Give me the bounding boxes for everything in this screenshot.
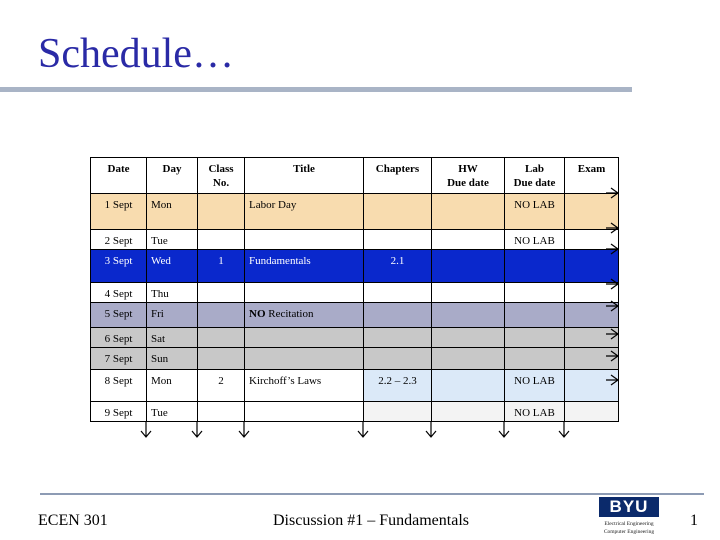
table-row bbox=[91, 348, 619, 370]
cell-hw bbox=[432, 328, 505, 348]
down-arrows bbox=[141, 422, 569, 437]
cell-class-no bbox=[198, 194, 245, 230]
cell-date: 8 Sept bbox=[91, 370, 147, 402]
cell-class-no bbox=[198, 348, 245, 370]
table-header-row bbox=[91, 158, 619, 194]
header-chapters-label: Chapters bbox=[375, 163, 420, 175]
cell-hw bbox=[432, 283, 505, 303]
cell-class-no: 2 bbox=[198, 370, 245, 402]
cell-title-text: Recitation bbox=[265, 308, 314, 320]
header-day bbox=[147, 158, 198, 194]
header-lab bbox=[505, 158, 565, 194]
cell-day: Tue bbox=[147, 402, 198, 422]
cell-hw bbox=[432, 370, 505, 402]
cell-chapters bbox=[364, 194, 432, 230]
cell-hw bbox=[432, 348, 505, 370]
table-row bbox=[91, 250, 619, 283]
cell-class-no: 1 bbox=[198, 250, 245, 283]
cell-day: Mon bbox=[147, 194, 198, 230]
cell-lab bbox=[505, 328, 565, 348]
cell-chapters: 2.2 – 2.3 bbox=[364, 370, 432, 402]
schedule-table bbox=[90, 157, 619, 422]
cell-exam bbox=[565, 370, 619, 402]
header-title bbox=[245, 158, 364, 194]
header-class-label-2: No. bbox=[212, 177, 230, 189]
table-row bbox=[91, 402, 619, 422]
header-title-label: Title bbox=[293, 163, 315, 175]
cell-date: 4 Sept bbox=[91, 283, 147, 303]
cell-hw bbox=[432, 194, 505, 230]
cell-class-no bbox=[198, 402, 245, 422]
down-arrow-icon bbox=[499, 422, 509, 437]
logo-line-1: Electrical Engineering bbox=[604, 521, 654, 527]
cell-lab: NO LAB bbox=[505, 402, 565, 422]
cell-title-text: Fundamentals bbox=[249, 255, 311, 267]
cell-class-no bbox=[198, 230, 245, 250]
cell-day: Fri bbox=[147, 303, 198, 328]
cell-title bbox=[245, 250, 364, 283]
cell-exam bbox=[565, 402, 619, 422]
table-row bbox=[91, 370, 619, 402]
cell-date: 5 Sept bbox=[91, 303, 147, 328]
cell-day: Sun bbox=[147, 348, 198, 370]
cell-day: Tue bbox=[147, 230, 198, 250]
cell-hw bbox=[432, 303, 505, 328]
cell-title bbox=[245, 303, 364, 328]
cell-title bbox=[245, 194, 364, 230]
logo-line-2: Computer Engineering bbox=[603, 529, 655, 535]
table-row bbox=[91, 328, 619, 348]
cell-date: 6 Sept bbox=[91, 328, 147, 348]
header-date-label: Date bbox=[107, 163, 130, 175]
header-chapters bbox=[364, 158, 432, 194]
slide-title: Schedule… bbox=[38, 31, 234, 77]
cell-exam bbox=[565, 230, 619, 250]
cell-date: 7 Sept bbox=[91, 348, 147, 370]
cell-date: 2 Sept bbox=[91, 230, 147, 250]
cell-title bbox=[245, 348, 364, 370]
header-lab-label-2: Due date bbox=[513, 177, 556, 189]
cell-day: Sat bbox=[147, 328, 198, 348]
header-class-no bbox=[198, 158, 245, 194]
title-divider bbox=[0, 87, 632, 92]
cell-title-text: Labor Day bbox=[249, 199, 297, 211]
cell-chapters bbox=[364, 328, 432, 348]
header-lab-label: Lab bbox=[525, 163, 544, 175]
page-number: 1 bbox=[690, 512, 698, 529]
cell-date: 1 Sept bbox=[91, 194, 147, 230]
cell-chapters bbox=[364, 303, 432, 328]
cell-title-bold: NO bbox=[249, 308, 266, 320]
cell-day: Thu bbox=[147, 283, 198, 303]
cell-exam bbox=[565, 328, 619, 348]
byu-logo bbox=[596, 497, 662, 539]
cell-title bbox=[245, 283, 364, 303]
cell-lab bbox=[505, 283, 565, 303]
down-arrow-icon bbox=[192, 422, 202, 437]
cell-title-text: Kirchoff’s Laws bbox=[249, 375, 322, 387]
cell-title bbox=[245, 328, 364, 348]
cell-chapters bbox=[364, 230, 432, 250]
cell-date: 3 Sept bbox=[91, 250, 147, 283]
lecture-title: Discussion #1 – Fundamentals bbox=[273, 512, 469, 529]
cell-exam bbox=[565, 194, 619, 230]
footer-divider bbox=[40, 493, 704, 495]
cell-date: 9 Sept bbox=[91, 402, 147, 422]
header-date bbox=[91, 158, 147, 194]
cell-lab bbox=[505, 250, 565, 283]
cell-chapters: 2.1 bbox=[364, 250, 432, 283]
header-hw-label: HW bbox=[458, 163, 478, 175]
cell-class-no bbox=[198, 283, 245, 303]
cell-hw bbox=[432, 230, 505, 250]
header-hw bbox=[432, 158, 505, 194]
cell-hw bbox=[432, 402, 505, 422]
course-code: ECEN 301 bbox=[38, 512, 108, 529]
cell-title bbox=[245, 230, 364, 250]
table-row bbox=[91, 303, 619, 328]
header-exam-label: Exam bbox=[577, 163, 606, 175]
cell-class-no bbox=[198, 328, 245, 348]
cell-title bbox=[245, 402, 364, 422]
cell-title bbox=[245, 370, 364, 402]
cell-exam bbox=[565, 348, 619, 370]
header-class-label: Class bbox=[208, 163, 234, 175]
cell-exam bbox=[565, 283, 619, 303]
down-arrow-icon bbox=[426, 422, 436, 437]
cell-lab: NO LAB bbox=[505, 230, 565, 250]
cell-lab bbox=[505, 303, 565, 328]
table-row bbox=[91, 230, 619, 250]
header-exam bbox=[565, 158, 619, 194]
table-row bbox=[91, 283, 619, 303]
cell-chapters bbox=[364, 283, 432, 303]
down-arrow-icon bbox=[559, 422, 569, 437]
byu-logo-mark: BYU bbox=[599, 497, 659, 517]
cell-hw bbox=[432, 250, 505, 283]
down-arrow-icon bbox=[239, 422, 249, 437]
header-day-label: Day bbox=[162, 163, 182, 175]
cell-exam bbox=[565, 250, 619, 283]
table-row bbox=[91, 194, 619, 230]
cell-day: Wed bbox=[147, 250, 198, 283]
cell-lab: NO LAB bbox=[505, 194, 565, 230]
cell-lab: NO LAB bbox=[505, 370, 565, 402]
cell-lab bbox=[505, 348, 565, 370]
cell-chapters bbox=[364, 348, 432, 370]
cell-day: Mon bbox=[147, 370, 198, 402]
cell-exam bbox=[565, 303, 619, 328]
down-arrow-icon bbox=[358, 422, 368, 437]
down-arrow-icon bbox=[141, 422, 151, 437]
cell-class-no bbox=[198, 303, 245, 328]
cell-chapters bbox=[364, 402, 432, 422]
header-hw-label-2: Due date bbox=[447, 177, 489, 189]
